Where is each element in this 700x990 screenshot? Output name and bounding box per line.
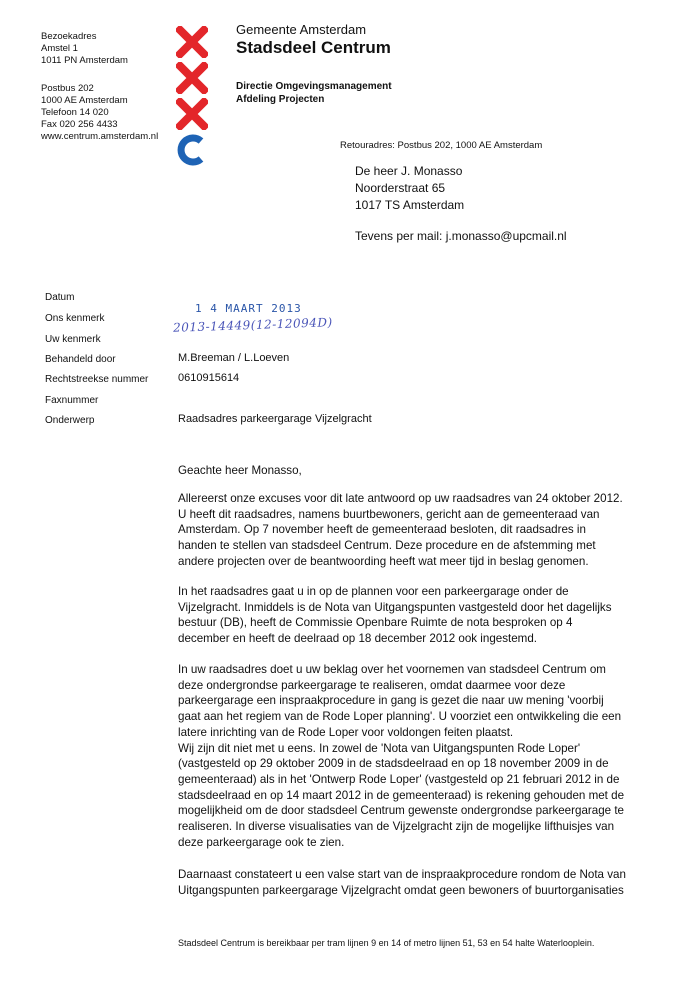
body-line: In uw raadsadres doet u uw beklag over het voornemen van stadsdeel Centrum om	[178, 663, 606, 676]
paragraph-2	[178, 584, 668, 647]
handwritten-reference: 2013-14449(12-12094D)	[172, 315, 333, 335]
website: www.centrum.amsterdam.nl	[41, 131, 159, 142]
paragraph-1	[178, 491, 668, 570]
meta-label-our-ref: Ons kenmerk	[45, 313, 105, 324]
x-cross-icon	[176, 62, 208, 94]
body-line: Allereerst onze excuses voor dit late antwoord op uw raadsadres van 24 oktober 2012.	[178, 492, 623, 505]
body-line: gaat aan het regiem van de Rode Loper planning'. U voorziet een ontwikkeling die een	[178, 710, 622, 724]
body-line: Amsterdam. Op 7 november heeft de gemeenteraad besloten, dit raadsadres in	[178, 523, 586, 537]
recipient-name: De heer J. Monasso	[355, 164, 463, 178]
fax: Fax 020 256 4433	[41, 119, 118, 130]
org-district: Stadsdeel Centrum	[236, 38, 391, 57]
recipient-email: Tevens per mail: j.monasso@upcmail.nl	[355, 229, 567, 243]
body-line: bestuur (DB), heeft de Commissie Openbare Ruimte de nota besproken op 4	[178, 616, 573, 630]
body-line: andere projecten over de beantwoording heeft wat meer tijd in beslag genomen.	[178, 554, 589, 568]
body-line: stadsdeelraad en op 14 maart 2012 in de gemeenteraad) is rekening gehouden met de	[178, 788, 625, 802]
body-line: Wij zijn dit niet met u eens. In zowel de 'Nota van Uitgangspunten Rode Loper'	[178, 741, 581, 755]
body-line: mogelijkheid om de door stadsdeel Centrum gewenste ondergrondse parkeergarage te	[178, 804, 624, 818]
meta-label-your-ref: Uw kenmerk	[45, 334, 101, 345]
visit-label: Bezoekadres	[41, 31, 97, 42]
body-line: In het raadsadres gaat u in op de plannen voor een parkeergarage onder de	[178, 585, 569, 598]
paragraph-4	[178, 867, 668, 898]
body-line: Daarnaast constateert u een valse start van de inspraakprocedure rondom de Nota van	[178, 868, 626, 881]
body-line: (vastgesteld op 29 oktober 2009 in de stadsdeelraad en op 18 november 2009 in de	[178, 757, 609, 771]
meta-label-fax: Faxnummer	[45, 395, 99, 406]
body-line: december en heeft de deelraad op 18 december 2012 ook ingestemd.	[178, 632, 538, 646]
department-name: Directie Omgevingsmanagement	[236, 81, 392, 92]
body-line: realiseren. In diverse visualisaties van de Vijzelgracht zijn de mogelijke lifthuisjes van	[178, 820, 615, 834]
recipient-street: Noorderstraat 65	[355, 181, 446, 195]
body-line: latere inrichting van de Rode Loper voor voldongen feiten plaatst.	[178, 725, 514, 739]
subject-value: Raadsadres parkeergarage Vijzelgracht	[178, 413, 372, 425]
postbus: Postbus 202	[41, 83, 94, 94]
body-line: Uitgangspunten parkeergarage Vijzelgracht omdat geen bewoners of buurtorganisaties	[178, 883, 624, 897]
visit-city: 1011 PN Amsterdam	[41, 55, 128, 66]
body-line: parkeergarage een inspraakprocedure in gang is gezet die naar uw mening 'voorbij	[178, 694, 604, 708]
handled-by-value: M.Breeman / L.Loeven	[178, 352, 290, 364]
body-line: gemeenteraad) als in het 'Ontwerp Rode Loper' (vastgesteld op 21 februari 2012 in de	[178, 772, 620, 786]
body-line: handen te stellen van stadsdeel Centrum. Deze procedure en de afstemming met	[178, 539, 596, 553]
direct-number-value: 0610915614	[178, 372, 240, 384]
recipient-city: 1017 TS Amsterdam	[355, 198, 465, 212]
footer-note: Stadsdeel Centrum is bereikbaar per tram lijnen 9 en 14 of metro lijnen 51, 53 en 54 halte Waterlooplein.	[178, 938, 595, 948]
body-line: deze ondergrondse parkeergarage te realiseren, omdat daarmee voor deze	[178, 678, 566, 692]
sender-visit-address	[41, 31, 128, 67]
paragraph-3	[178, 662, 668, 850]
c-arc-icon	[176, 134, 208, 166]
meta-label-date: Datum	[45, 292, 75, 303]
meta-label-handled-by: Behandeld door	[45, 354, 116, 365]
body-line: U heeft dit raadsadres, namens buurtbewoners, gericht aan de gemeenteraad van	[178, 507, 600, 521]
return-address: Retouradres: Postbus 202, 1000 AE Amsterdam	[340, 140, 543, 151]
body-line: Vijzelgracht. Inmiddels is de Nota van Uitgangspunten vastgesteld door het dagelijks	[178, 600, 612, 614]
sender-postal-address	[41, 83, 158, 143]
org-department	[236, 80, 392, 106]
meta-label-direct-number: Rechtstreekse nummer	[45, 374, 149, 385]
recipient-address	[355, 163, 464, 214]
division-name: Afdeling Projecten	[236, 94, 325, 105]
date-stamp: 1 4 MAART 2013	[195, 302, 302, 315]
postbus-city: 1000 AE Amsterdam	[41, 95, 128, 106]
body-line: deze parkeergarage ook te zien.	[178, 835, 345, 849]
visit-street: Amstel 1	[41, 43, 78, 54]
meta-label-subject: Onderwerp	[45, 415, 95, 426]
x-cross-icon	[176, 98, 208, 130]
phone: Telefoon 14 020	[41, 107, 109, 118]
salutation: Geachte heer Monasso,	[178, 464, 302, 477]
x-cross-icon	[176, 26, 208, 58]
org-municipality: Gemeente Amsterdam	[236, 22, 367, 37]
